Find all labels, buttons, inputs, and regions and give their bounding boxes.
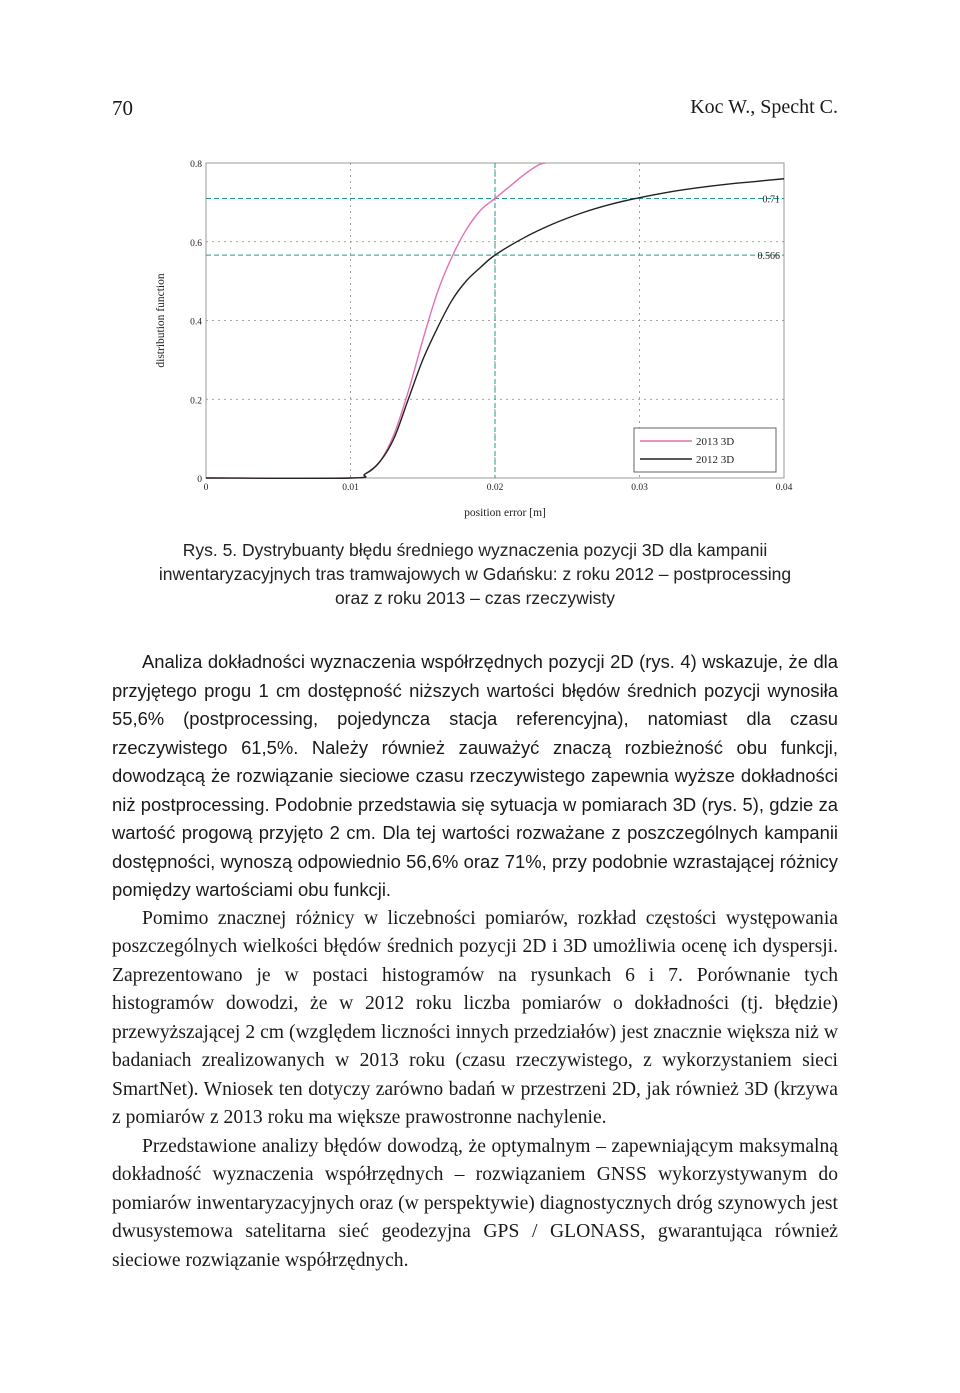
caption-line: oraz z roku 2013 – czas rzeczywisty [334,588,616,608]
x-tick-label: 0.02 [486,483,504,493]
x-tick-label: 0.04 [775,483,793,493]
body-text [112,648,838,1275]
caption-line: inwentaryzacyjnych tras tramwajowych w Gdańsku: z roku 2012 – postprocessing [158,564,792,584]
reference-label: 0.71 [762,194,780,206]
figure-5-chart [150,148,810,526]
y-tick-label: 0.4 [190,317,202,328]
y-tick-label: 0 [197,475,202,485]
page-header [112,96,838,126]
paragraph: Przedstawione analizy błędów dowodzą, że optymalnym – zapewniającym maksymalną dokładność wyznaczenia współrzędnych – rozwiązaniem GNSS wykorzystywanym do pomiarów inwentaryzacyjnych oraz (w perspektywie) diagnostycznych dróg szynowych jest dwusystemowa satelitarna sieć geodezyjna GPS / GLONASS, gwarantująca również sieciowe rozwiązanie współrzędnych. [112,1135,838,1271]
legend-label: 2012 3D [696,454,735,466]
running-head: Koc W., Specht C. [690,96,838,118]
x-tick-label: 0.03 [631,483,648,493]
y-tick-label: 0.6 [190,238,202,249]
x-axis-label: position error [m] [464,507,546,519]
paragraph: Pomimo znacznej różnicy w liczebności pomiarów, rozkład częstości występowania poszczególnych wielkości błędów średnich pozycji 2D i 3D umożliwia ocenę ich dyspersji. Zaprezentowano je w postaci histogramów na rysunkach 6 i 7. Porównanie tych histogramów dowodzi, że w 2012 roku liczba pomiarów o dokładności (tj. błędzie) przewyższającej 2 cm (względem liczności innych przedziałów) jest znacznie większa niż w badaniach zrealizowanych w 2013 roku (czasu rzeczywistego, z wykorzystaniem sieci SmartNet). Wniosek ten dotyczy zarówno badań w przestrzeni 2D, jak również 3D (krzywa z pomiarów z 2013 roku ma większe prawostronne nachylenie. [112,907,838,1128]
x-tick-label: 0.01 [342,483,359,493]
y-axis-label: distribution function [155,273,167,368]
y-tick-label: 0.8 [190,160,202,170]
figure-caption [112,538,838,610]
y-tick-label: 0.2 [190,396,202,407]
legend-label: 2013 3D [696,436,735,448]
caption-line: Rys. 5. Dystrybuanty błędu średniego wyznaczenia pozycji 3D dla kampanii [182,540,768,560]
paragraph: Analiza dokładności wyznaczenia współrzędnych pozycji 2D (rys. 4) wskazuje, że dla przyjętego progu 1 cm dostępność niższych wartości błędów średnich pozycji wynosiła 55,6% (postprocessing, pojedyncza stacja referencyjna), natomiast dla czasu rzeczywistego 61,5%. Należy również zauważyć znaczą rozbieżność obu funkcji, dowodzącą że rozwiązanie sieciowe czasu rzeczywistego zapewnia wyższe dokładności niż postprocessing. Podobnie przedstawia się sytuacja w pomiarach 3D (rys. 5), gdzie za wartość progową przyjęto 2 cm. Dla tej wartości rozważane z poszczególnych kampanii dostępności, wynoszą odpowiednio 56,6% oraz 71%, przy podobnie wzrastającej różnicy pomiędzy wartościami obu funkcji. [112,651,838,900]
x-tick-label: 0 [203,483,209,493]
page-number: 70 [112,96,133,120]
cdf-chart [150,148,810,526]
reference-label: 0.566 [757,251,780,263]
